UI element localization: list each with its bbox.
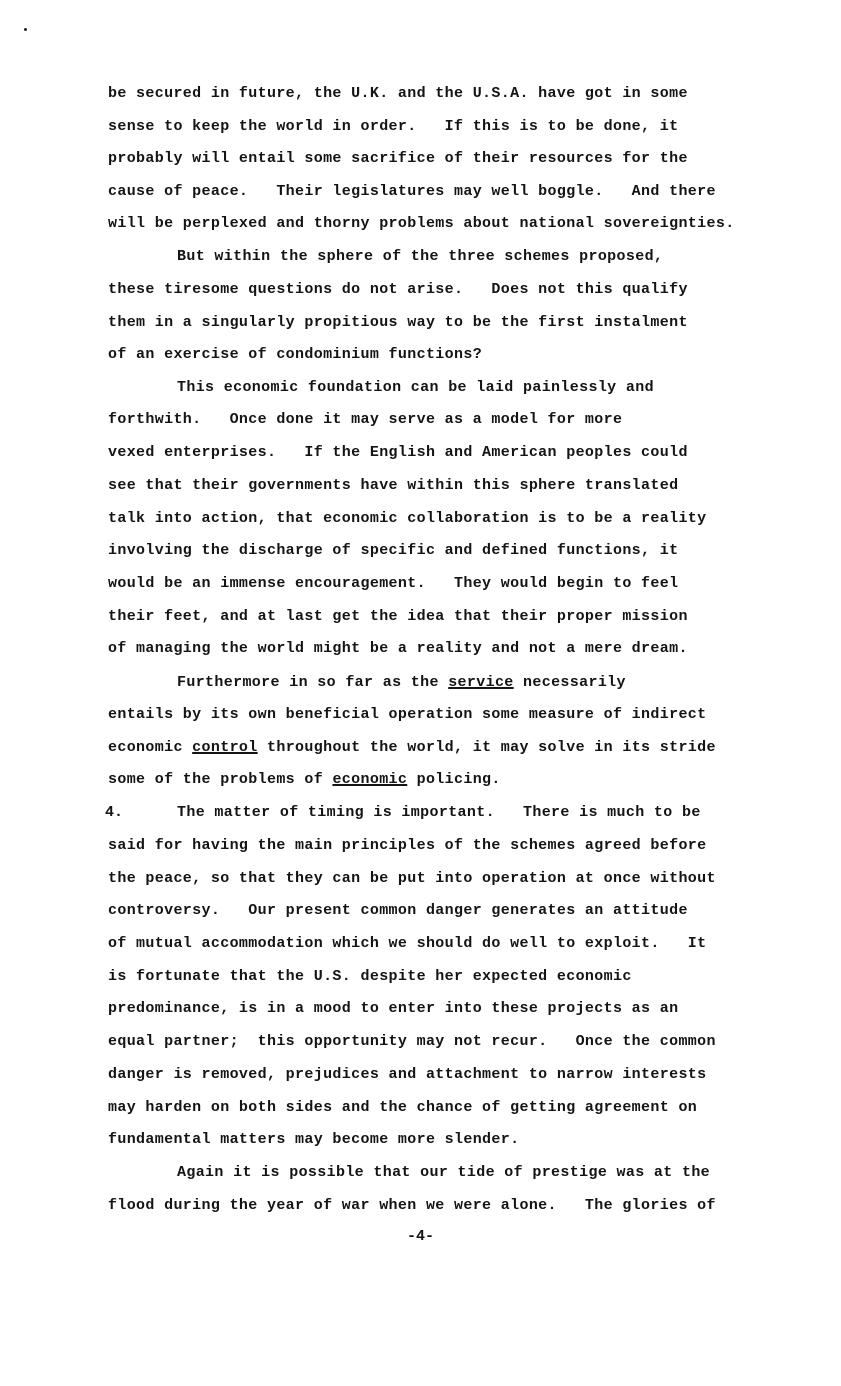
text-line: is fortunate that the U.S. despite her expected economic	[108, 968, 632, 985]
text-line: controversy. Our present common danger generates an attitude	[108, 902, 688, 919]
text-line: would be an immense encouragement. They would begin to feel	[108, 575, 679, 592]
text-line: said for having the main principles of the schemes agreed before	[108, 837, 707, 854]
page-number: -4-	[406, 1228, 434, 1245]
text-line: may harden on both sides and the chance of getting agreement on	[108, 1099, 698, 1116]
text-line: The matter of timing is important. There is much to be	[177, 804, 701, 821]
text-line: predominance, is in a mood to enter into these projects as an	[108, 1000, 679, 1017]
text-line: of mutual accommodation which we should do well to exploit. It	[108, 935, 707, 952]
margin-mark	[24, 28, 27, 31]
text-line: This economic foundation can be laid painlessly and	[177, 379, 654, 396]
text-line: of an exercise of condominium functions?	[108, 346, 483, 363]
text-line: be secured in future, the U.K. and the U.S.A. have got in some	[108, 85, 688, 102]
text-line: the peace, so that they can be put into operation at once without	[108, 870, 716, 887]
text-line: vexed enterprises. If the English and American peoples could	[108, 444, 688, 461]
text-line: forthwith. Once done it may serve as a model for more	[108, 411, 623, 428]
text-line: flood during the year of war when we were alone. The glories of	[108, 1197, 716, 1214]
text-line: see that their governments have within this sphere translated	[108, 477, 679, 494]
text-line: these tiresome questions do not arise. Does not this qualify	[108, 281, 688, 298]
text-line: danger is removed, prejudices and attachment to narrow interests	[108, 1066, 707, 1083]
text-line: sense to keep the world in order. If this is to be done, it	[108, 118, 679, 135]
text-line: But within the sphere of the three schemes proposed,	[177, 248, 664, 265]
text-line: probably will entail some sacrifice of their resources for the	[108, 150, 688, 167]
text-line: equal partner; this opportunity may not recur. Once the common	[108, 1033, 716, 1050]
text-line: fundamental matters may become more slender.	[108, 1131, 520, 1148]
text-line: some of the problems of economic policing.	[108, 771, 501, 788]
text-line: involving the discharge of specific and defined functions, it	[108, 542, 679, 559]
underlined-word: economic	[332, 771, 408, 788]
text-line: them in a singularly propitious way to be the first instalment	[108, 314, 688, 331]
text-line: will be perplexed and thorny problems about national sovereignties.	[108, 215, 735, 232]
text-line: cause of peace. Their legislatures may well boggle. And there	[108, 183, 716, 200]
text-line: Again it is possible that our tide of prestige was at the	[177, 1164, 711, 1181]
text-line: entails by its own beneficial operation some measure of indirect	[108, 706, 707, 723]
section-number: 4.	[105, 804, 124, 821]
text-line: Furthermore in so far as the service necessarily	[177, 674, 626, 691]
text-line: their feet, and at last get the idea that their proper mission	[108, 608, 688, 625]
underlined-word: service	[448, 674, 514, 691]
text-line: economic control throughout the world, it may solve in its stride	[108, 739, 716, 756]
text-line: talk into action, that economic collaboration is to be a reality	[108, 510, 707, 527]
underlined-word: control	[192, 739, 258, 756]
text-line: of managing the world might be a reality and not a mere dream.	[108, 640, 688, 657]
